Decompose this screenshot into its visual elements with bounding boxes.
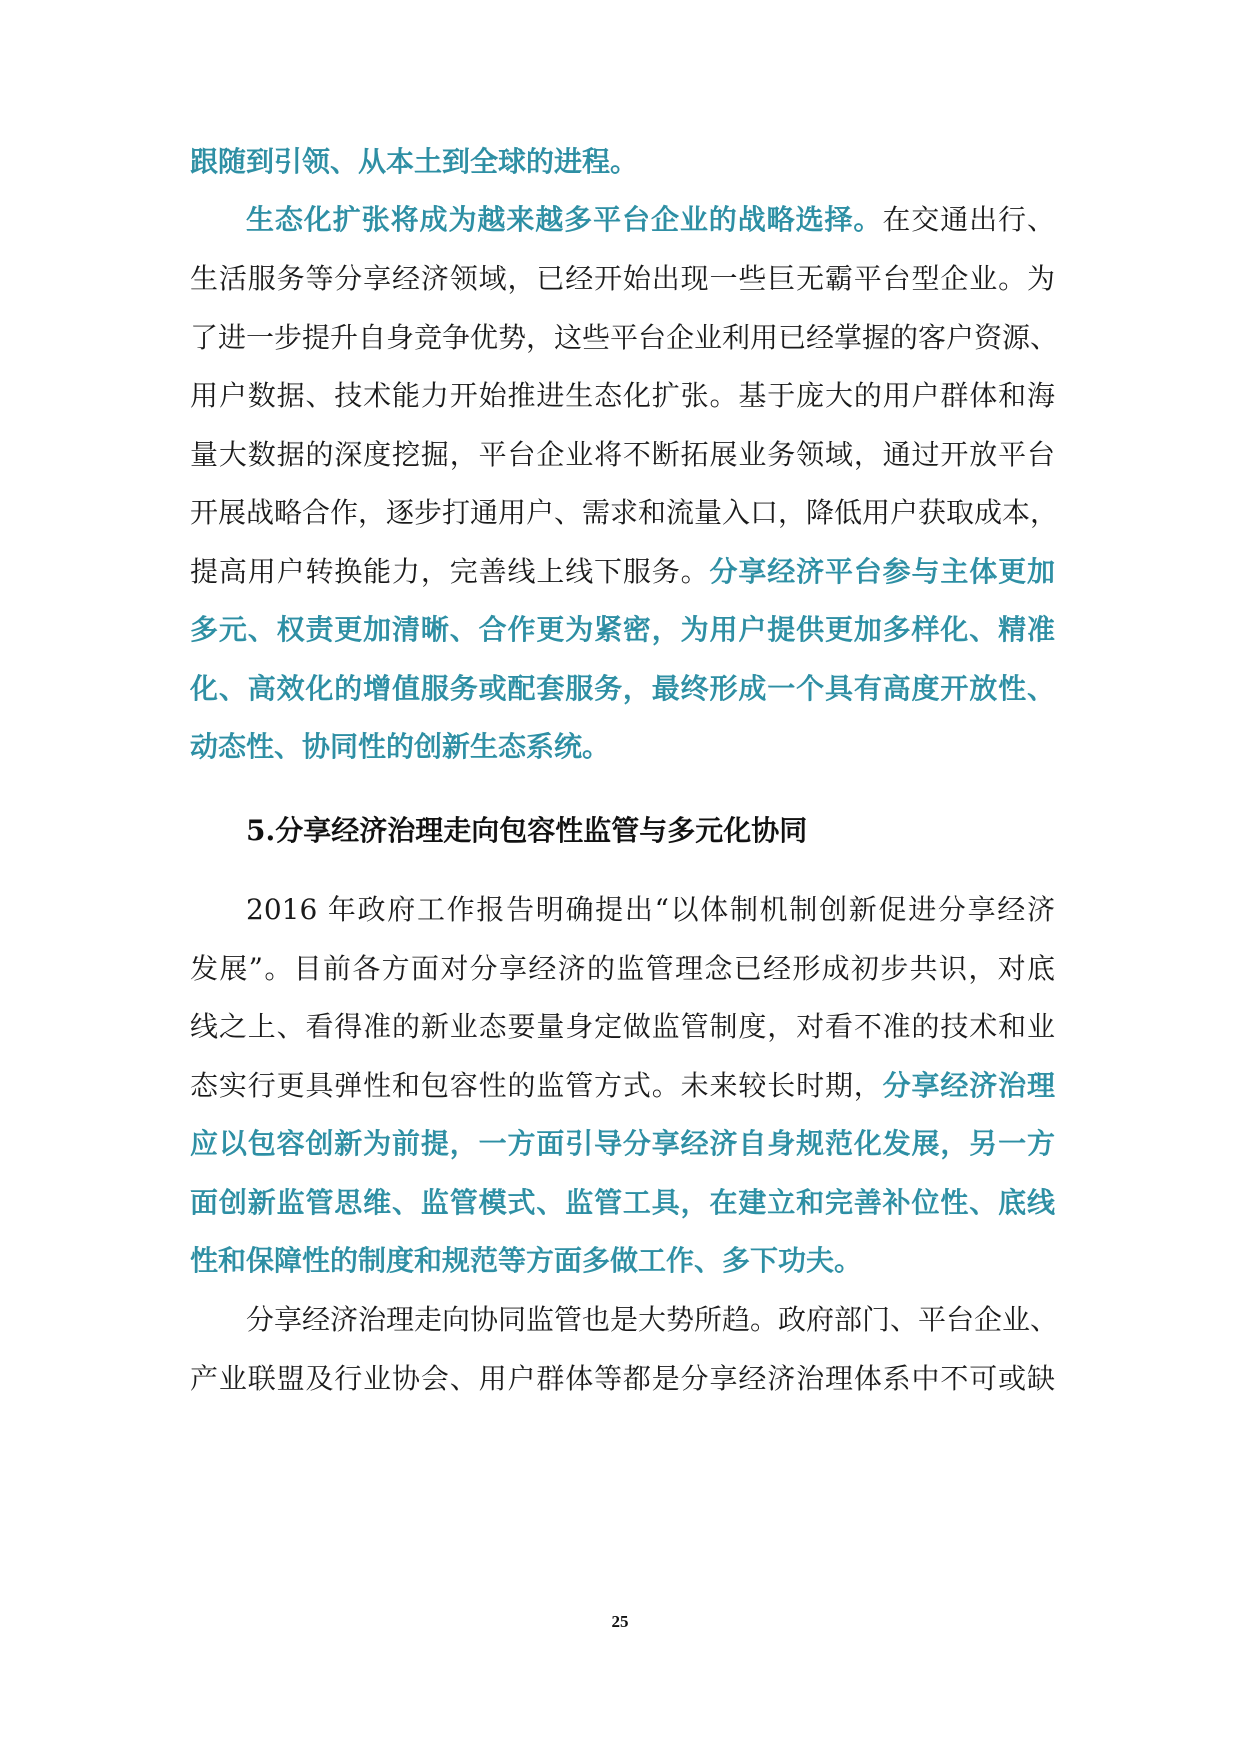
para2-line7 [190, 552, 1055, 592]
para3-line2: 发展”。目前各方面对分享经济的监管理念已经形成初步共识，对底 [190, 952, 1055, 985]
para2-line9: 化、高效化的增值服务或配套服务，最终形成一个具有高度开放性、 [190, 672, 1055, 705]
para3-line4-text: 态实行更具弹性和包容性的监管方式。未来较长时期， [190, 1069, 883, 1102]
para2-line6: 开展战略合作，逐步打通用户、需求和流量入口，降低用户获取成本， [190, 496, 1059, 529]
para3-line3: 线之上、看得准的新业态要量身定做监管制度，对看不准的技术和业 [190, 1010, 1055, 1043]
para4-line1: 分享经济治理走向协同监管也是大势所趋。政府部门、平台企业、 [246, 1303, 1059, 1336]
para4-line2: 产业联盟及行业协会、用户群体等都是分享经济治理体系中不可或缺 [190, 1362, 1055, 1395]
para2-line8: 多元、权责更加清晰、合作更为紧密，为用户提供更加多样化、精准 [190, 613, 1055, 646]
para1-line1: 跟随到引领、从本土到全球的进程。 [190, 145, 639, 178]
para2-line2: 生活服务等分享经济领域，已经开始出现一些巨无霸平台型企业。为 [190, 262, 1055, 295]
para2-line5: 量大数据的深度挖掘，平台企业将不断拓展业务领域，通过开放平台 [190, 438, 1055, 471]
para3-line6: 面创新监管思维、监管模式、监管工具，在建立和完善补位性、底线 [190, 1186, 1055, 1219]
para2-line7-text: 提高用户转换能力，完善线上线下服务。 [190, 555, 710, 588]
para2-line10: 动态性、协同性的创新生态系统。 [190, 730, 611, 763]
section-heading: 5.分享经济治理走向包容性监管与多元化协同 [246, 814, 808, 847]
para2-line4: 用户数据、技术能力开始推进生态化扩张。基于庞大的用户群体和海 [190, 379, 1055, 412]
para3-line5: 应以包容创新为前提，一方面引导分享经济自身规范化发展，另一方 [190, 1127, 1055, 1160]
para2-line1 [246, 200, 1055, 240]
para3-line7: 性和保障性的制度和规范等方面多做工作、多下功夫。 [190, 1244, 863, 1277]
para3-highlight: 分享经济治理 [882, 1069, 1055, 1102]
para2-highlight-2: 分享经济平台参与主体更加 [709, 555, 1055, 588]
page-number: 25 [611, 1612, 629, 1631]
para2-highlight-1: 生态化扩张将成为越来越多平台企业的战略选择。 [246, 203, 883, 236]
para3-line4 [190, 1066, 1055, 1106]
para2-line1-text: 在交通出行、 [882, 203, 1055, 236]
para2-line3: 了进一步提升自身竞争优势，这些平台企业利用已经掌握的客户资源、 [190, 321, 1059, 354]
para3-line1: 2016 年政府工作报告明确提出“以体制机制创新促进分享经济 [246, 893, 1055, 926]
